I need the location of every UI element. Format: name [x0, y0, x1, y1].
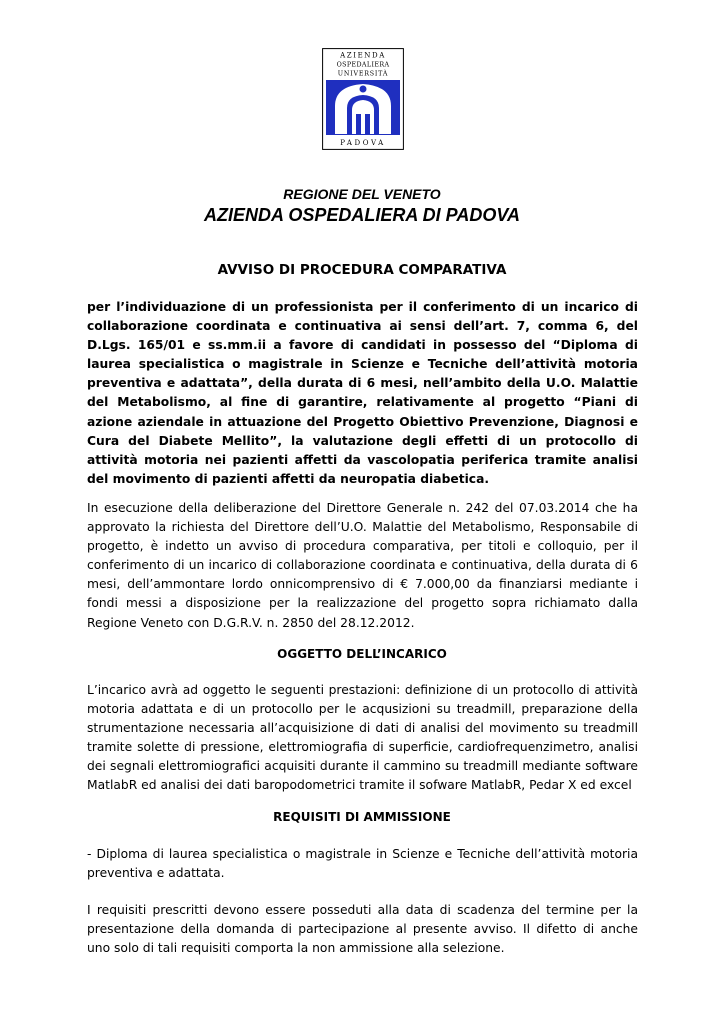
logo-line3: UNIVERSITÀ — [337, 70, 389, 78]
document-title: AVVISO DI PROCEDURA COMPARATIVA — [217, 262, 507, 278]
intro-paragraph: per l’individuazione di un professionista per il conferimento di un incarico di collaborazione coordinata e continuativa ai sensi dell’art. 7, comma 6, del D.Lgs. 165/01 e ss.mm.ii a favore di candidati in possesso del “Diploma di laurea specialistica o magistrale in Scienze e Tecniche dell’attività motoria preventiva e adattata”, della durata di 6 mesi, nell’ambito della U.O. Malattie del Metabolismo, al fine di garantire, relativamente al progetto “Piani di azione aziendale in attuazione del Progetto Obiettivo Prevenzione, Diagnosi e Cura del Diabete Mellito”, la valutazione degli effetti di un protocollo di attività motoria nei pazienti affetti da vascolopatia periferica tramite analisi del movimento di pazienti affetti da neuropatia diabetica. — [87, 300, 638, 486]
requisiti-item: - Diploma di laurea specialistica o magistrale in Scienze e Tecniche dell’attività motoria preventiva e adattata. — [87, 847, 638, 881]
logo-line2: OSPEDALIERA — [336, 61, 390, 69]
section-heading-requisiti: REQUISITI DI AMMISSIONE — [273, 810, 451, 824]
logo-line1: AZIENDA — [340, 51, 386, 60]
section-heading-oggetto: OGGETTO DELL’INCARICO — [277, 647, 447, 661]
hospital-logo — [322, 48, 404, 150]
logo-bottom: PADOVA — [340, 139, 386, 147]
oggetto-paragraph: L’incarico avrà ad oggetto le seguenti prestazioni: definizione di un protocollo di attività motoria adattata e di un protocollo per le acqusizioni su treadmill, preparazione della strumentazione necessaria all’acquisizione di dati di analisi del movimento su treadmill tramite solette di pressione, elettromiografia di superficie, cardiofrequenzimetro, analisi dei segnali elettromiografici acquisiti durante il cammino su treadmill mediante software MatlabR ed analisi dei dati baropodometrici tramite il sofware MatlabR, Pedar X ed excel — [87, 683, 638, 793]
execution-paragraph: In esecuzione della deliberazione del Direttore Generale n. 242 del 07.03.2014 che ha approvato la richiesta del Direttore dell’U.O. Malattie del Metabolismo, Responsabile di progetto, è indetto un avviso di procedura comparativa, per titoli e colloquio, per il conferimento di un incarico di collaborazione coordinata e continuativa, della durata di 6 mesi, dell’ammontare lordo onnicomprensivo di € 7.000,00 da finanziarsi mediante i fondi messi a disposizione per la realizzazione del progetto sopra richiamato dalla Regione Veneto con D.G.R.V. n. 2850 del 28.12.2012. — [87, 501, 638, 630]
requisiti-paragraph: I requisiti prescritti devono essere posseduti alla data di scadenza del termine per la presentazione della domanda di partecipazione al presente avviso. Il difetto di anche uno solo di tali requisiti comporta la non ammissione alla selezione. — [87, 903, 638, 956]
azienda-heading: AZIENDA OSPEDALIERA DI PADOVA — [203, 205, 521, 225]
region-heading: REGIONE DEL VENETO — [283, 186, 441, 202]
